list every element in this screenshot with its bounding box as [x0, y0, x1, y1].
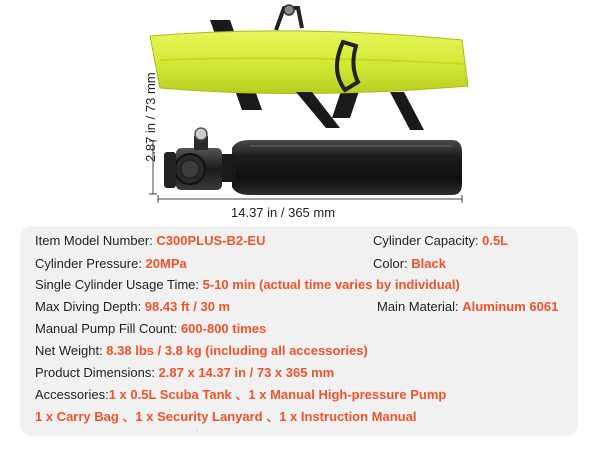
spec-value: 600-800 times — [180, 321, 267, 336]
spec-label: Main Material: — [377, 299, 463, 314]
spec-value: 1 x 0.5L Scuba Tank 、1 x Manual High-pressure Pump — [108, 387, 447, 402]
spec-max-diving-depth — [35, 299, 230, 315]
spec-value: Black — [411, 256, 446, 271]
carry-bag — [150, 5, 468, 130]
spec-label: Cylinder Pressure: — [35, 256, 146, 271]
spec-product-dimensions — [35, 365, 334, 381]
spec-value: 5-10 min (actual time varies by individual) — [202, 277, 460, 292]
spec-accessories — [35, 387, 446, 403]
height-dimension-label: 2.87 in / 73 mm — [143, 72, 158, 162]
spec-value: 2.87 x 14.37 in / 73 x 365 mm — [158, 365, 335, 380]
spec-label: Net Weight: — [35, 343, 107, 358]
spec-value: Aluminum 6061 — [462, 299, 559, 314]
spec-label: Single Cylinder Usage Time: — [35, 277, 203, 292]
spec-value: 98.43 ft / 30 m — [144, 299, 231, 314]
spec-label: Max Diving Depth: — [35, 299, 145, 314]
spec-value: C300PLUS-B2-EU — [156, 233, 266, 248]
spec-label: Manual Pump Fill Count: — [35, 321, 181, 336]
spec-label: Item Model Number: — [35, 233, 157, 248]
length-dimension-label: 14.37 in / 365 mm — [231, 205, 336, 220]
spec-label: Product Dimensions: — [35, 365, 159, 380]
spec-item-model-number — [35, 233, 265, 249]
spec-label: Accessories: — [35, 387, 109, 402]
spec-value: 20MPa — [145, 256, 187, 271]
spec-main-material — [377, 299, 558, 315]
spec-accessories-continued — [35, 409, 416, 425]
spec-manual-pump-fill-count — [35, 321, 266, 337]
spec-value: 0.5L — [482, 233, 509, 248]
spec-cylinder-pressure — [35, 256, 187, 272]
spec-single-cylinder-usage-time — [35, 277, 460, 293]
spec-label: Color: — [373, 256, 412, 271]
scuba-tank — [164, 128, 462, 195]
length-dimension-line — [158, 195, 462, 203]
spec-panel — [20, 226, 578, 436]
spec-value: 8.38 lbs / 3.8 kg (including all accessories) — [106, 343, 368, 358]
spec-net-weight — [35, 343, 368, 359]
spec-color — [373, 256, 446, 272]
spec-cylinder-capacity — [373, 233, 508, 249]
spec-label: Cylinder Capacity: — [373, 233, 483, 248]
spec-value: 1 x Carry Bag 、1 x Security Lanyard 、1 x Instruction Manual — [35, 409, 417, 424]
